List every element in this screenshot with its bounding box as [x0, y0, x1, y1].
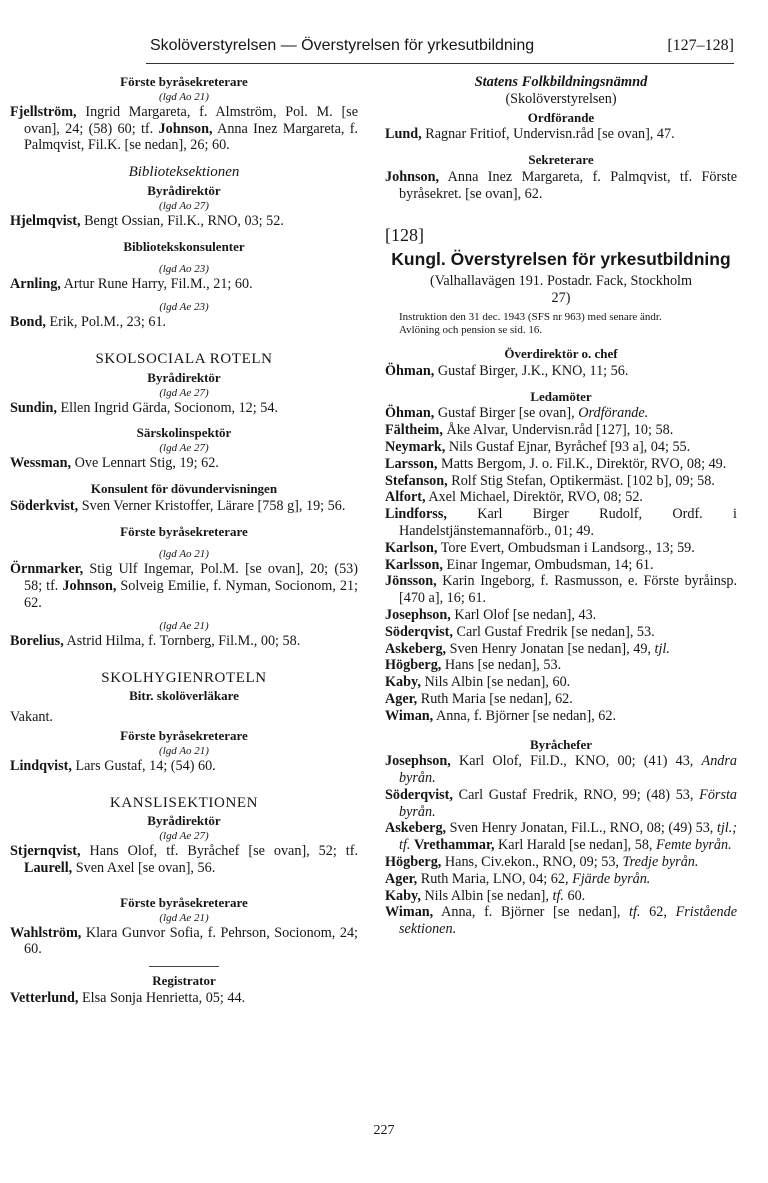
- heading-sarskolinspektor: Särskolinspektör: [136, 425, 232, 441]
- salary-grade: (lgd Ae 23): [159, 301, 209, 314]
- salary-grade: (lgd Ae 21): [159, 911, 209, 924]
- salary-grade: (lgd Ao 21): [159, 744, 209, 757]
- heading-byradirektor: Byrådirektör: [147, 182, 221, 198]
- entry-ager-byrachef: Ager, Ruth Maria, LNO, 04; 62, Fjärde byrån.: [385, 870, 651, 887]
- entry-borelius: Borelius, Astrid Hilma, f. Tornberg, Fil.M., 00; 58.: [10, 632, 301, 649]
- entry-soderqvist: Söderqvist, Carl Gustaf Fredrik [se nedan], 53.: [385, 623, 655, 640]
- entry-bond: Bond, Erik, Pol.M., 23; 61.: [10, 314, 167, 331]
- page-header: [0, 38, 768, 60]
- section-biblioteksektionen: Biblioteksektionen: [128, 164, 240, 181]
- address: (Valhallavägen 191. Postadr. Fack, Stockholm 27): [429, 273, 693, 307]
- entry-sundin: Sundin, Ellen Ingrid Gärda, Socionom, 12; 54.: [10, 399, 279, 416]
- section-range: [127–128]: [667, 37, 734, 54]
- entry-hjelmqvist: Hjelmqvist, Bengt Ossian, Fil.K., RNO, 03; 52.: [10, 212, 284, 229]
- heading-forste-byrasekreterare: Förste byråsekreterare: [120, 74, 248, 89]
- vakant-text: Vakant.: [10, 709, 53, 726]
- heading-sekreterare: Sekreterare: [528, 152, 594, 168]
- heading-overdirektor: Överdirektör o. chef: [504, 345, 618, 361]
- salary-grade: (lgd Ae 27): [159, 442, 209, 455]
- section-number: [128]: [385, 224, 424, 245]
- entry-soderqvist-byrachef: Söderqvist, Carl Gustaf Fredrik, RNO, 99; (48) 53, Första byrån.: [385, 786, 738, 820]
- heading-konsulent-dovundervisningen: Konsulent för dövundervisningen: [90, 480, 278, 496]
- entry-jonsson: Jönsson, Karin Ingeborg, f. Rasmusson, e. Förste byråinsp. [470 a], 16; 61.: [385, 573, 737, 607]
- section-skolsociala-roteln: SKOLSOCIALA ROTELN: [95, 350, 273, 367]
- salary-grade: (lgd Ao 21): [159, 90, 209, 103]
- salary-grade: (lgd Ae 27): [159, 830, 209, 843]
- entry-ager: Ager, Ruth Maria [se nedan], 62.: [385, 690, 573, 707]
- heading-ledamoter: Ledamöter: [530, 388, 592, 404]
- entry-lindforss: Lindforss, Karl Birger Rudolf, Ordf. i Handelstjänstemannaförb., 01; 49.: [385, 506, 738, 539]
- subheading-skoloverstyrelsen: (Skolöverstyrelsen): [505, 90, 617, 107]
- entry-hogberg-byrachef: Högberg, Hans, Civ.ekon., RNO, 09; 53, Tredje byrån.: [385, 854, 699, 871]
- entry-wiman: Wiman, Anna, f. Björner [se nedan], 62.: [385, 707, 617, 724]
- divider: [149, 966, 219, 967]
- entry-lund: Lund, Ragnar Fritiof, Undervisn.råd [se ovan], 47.: [385, 126, 675, 143]
- entry-kaby-byrachef: Kaby, Nils Albin [se nedan], tf. 60.: [385, 887, 586, 904]
- entry-stjernqvist: Stjernqvist, Hans Olof, tf. Byråchef [se ovan], 52; tf. Laurell, Sven Axel [se ovan], 56.: [10, 843, 359, 876]
- entry-larsson: Larsson, Matts Bergom, J. o. Fil.K., Direktör, RVO, 08; 49.: [385, 455, 727, 472]
- entry-josephson: Josephson, Karl Olof [se nedan], 43.: [385, 606, 597, 623]
- header-rule: [146, 63, 734, 64]
- heading-kungl-overstyrelsen: Kungl. Överstyrelsen för yrkesutbildning: [391, 249, 731, 270]
- running-title: Skolöverstyrelsen — Överstyrelsen för yrkesutbildning: [150, 37, 535, 54]
- entry-wiman-byrachef: Wiman, Anna, f. Björner [se nedan], tf. 62, Fristående sektionen.: [385, 904, 738, 938]
- entry-ohman-ledamot: Öhman, Gustaf Birger [se ovan], Ordförande.: [385, 405, 649, 422]
- heading-bibliotekskonsulenter: Bibliotekskonsulenter: [123, 238, 245, 254]
- salary-grade: (lgd Ao 27): [159, 199, 209, 212]
- entry-kaby: Kaby, Nils Albin [se nedan], 60.: [385, 674, 571, 691]
- avloning-note: Avlöning och pension se sid. 16.: [399, 323, 543, 336]
- heading-statens-folkbildningsnamnd: Statens Folkbildningsnämnd: [474, 74, 648, 90]
- heading-forste-byrasekreterare: Förste byråsekreterare: [120, 727, 248, 743]
- entry-alfort: Alfort, Axel Michael, Direktör, RVO, 08; 52.: [385, 489, 643, 506]
- instruktion-note: Instruktion den 31 dec. 1943 (SFS nr 963) med senare ändr.: [399, 310, 662, 323]
- entry-lindqvist: Lindqvist, Lars Gustaf, 14; (54) 60.: [10, 757, 216, 774]
- right-column: [385, 74, 737, 938]
- entry-wahlstrom: Wahlström, Klara Gunvor Sofia, f. Pehrson, Socionom, 24; 60.: [10, 924, 358, 958]
- entry-ohman: Öhman, Gustaf Birger, J.K., KNO, 11; 56.: [385, 362, 629, 379]
- entry-vetterlund: Vetterlund, Elsa Sonja Henrietta, 05; 44.: [10, 989, 246, 1006]
- entry-askeberg-byrachef: Askeberg, Sven Henry Jonatan, Fil.L., RNO, 08; (49) 53, tjl.; tf. Vrethammar, Karl Harald [se nedan], 58, Femte byrån.: [385, 820, 738, 854]
- heading-bitr-skoloverlakare: Bitr. skolöverläkare: [129, 688, 239, 704]
- salary-grade: (lgd Ao 23): [159, 263, 209, 276]
- heading-ordforande: Ordförande: [527, 109, 595, 125]
- entry-stefanson: Stefanson, Rolf Stig Stefan, Optikermäst. [102 b], 09; 58.: [385, 472, 715, 489]
- entry-karlsson: Karlsson, Einar Ingemar, Ombudsman, 14; 61.: [385, 556, 654, 573]
- section-skolhygienroteln: SKOLHYGIENROTELN: [101, 669, 267, 686]
- entry-johnson: Johnson, Anna Inez Margareta, f. Palmqvist, tf. Förste byråsekret. [se ovan], 62.: [385, 168, 738, 202]
- heading-registrator: Registrator: [152, 973, 216, 989]
- entry-fjellstrom: Fjellström, Ingrid Margareta, f. Almström, Pol. M. [se ovan], 24; (58) 60; tf. Johnson, Anna Inez Margareta, f. Palmqvist, Fil.K. [se nedan], 26; 60.: [10, 103, 358, 154]
- entry-neymark: Neymark, Nils Gustaf Ejnar, Byråchef [93 a], 04; 55.: [385, 438, 691, 455]
- heading-forste-byrasekreterare: Förste byråsekreterare: [120, 894, 248, 910]
- salary-grade: (lgd Ae 21): [159, 619, 209, 632]
- salary-grade: (lgd Ao 21): [159, 548, 209, 561]
- entry-soderkvist: Söderkvist, Sven Verner Kristoffer, Lärare [758 g], 19; 56.: [10, 497, 346, 514]
- entry-hogberg: Högberg, Hans [se nedan], 53.: [385, 657, 562, 674]
- section-kanslisektionen: KANSLISEKTIONEN: [109, 794, 259, 811]
- heading-byrachefer: Byråchefer: [529, 736, 593, 752]
- salary-grade: (lgd Ae 27): [159, 386, 209, 399]
- left-column: [10, 74, 358, 1007]
- entry-karlson: Karlson, Tore Evert, Ombudsman i Landsorg., 13; 59.: [385, 539, 695, 556]
- entry-josephson-byrachef: Josephson, Karl Olof, Fil.D., KNO, 00; (41) 43, Andra byrån.: [385, 753, 737, 787]
- heading-byradirektor: Byrådirektör: [147, 369, 221, 385]
- heading-byradirektor: Byrådirektör: [147, 813, 221, 829]
- page-number: 227: [373, 1123, 395, 1138]
- entry-wessman: Wessman, Ove Lennart Stig, 19; 62.: [10, 455, 219, 472]
- entry-ornmarker: Örnmarker, Stig Ulf Ingemar, Pol.M. [se ovan], 20; (53) 58; tf. Johnson, Solveig Emilie, f. Nyman, Socionom, 21; 62.: [10, 561, 359, 611]
- entry-faltheim: Fältheim, Åke Alvar, Undervisn.råd [127], 10; 58.: [385, 422, 674, 439]
- entry-arnling: Arnling, Artur Rune Harry, Fil.M., 21; 60.: [10, 276, 253, 293]
- entry-askeberg: Askeberg, Sven Henry Jonatan [se nedan], 49, tjl.: [385, 640, 670, 657]
- heading-forste-byrasekreterare: Förste byråsekreterare: [120, 523, 248, 539]
